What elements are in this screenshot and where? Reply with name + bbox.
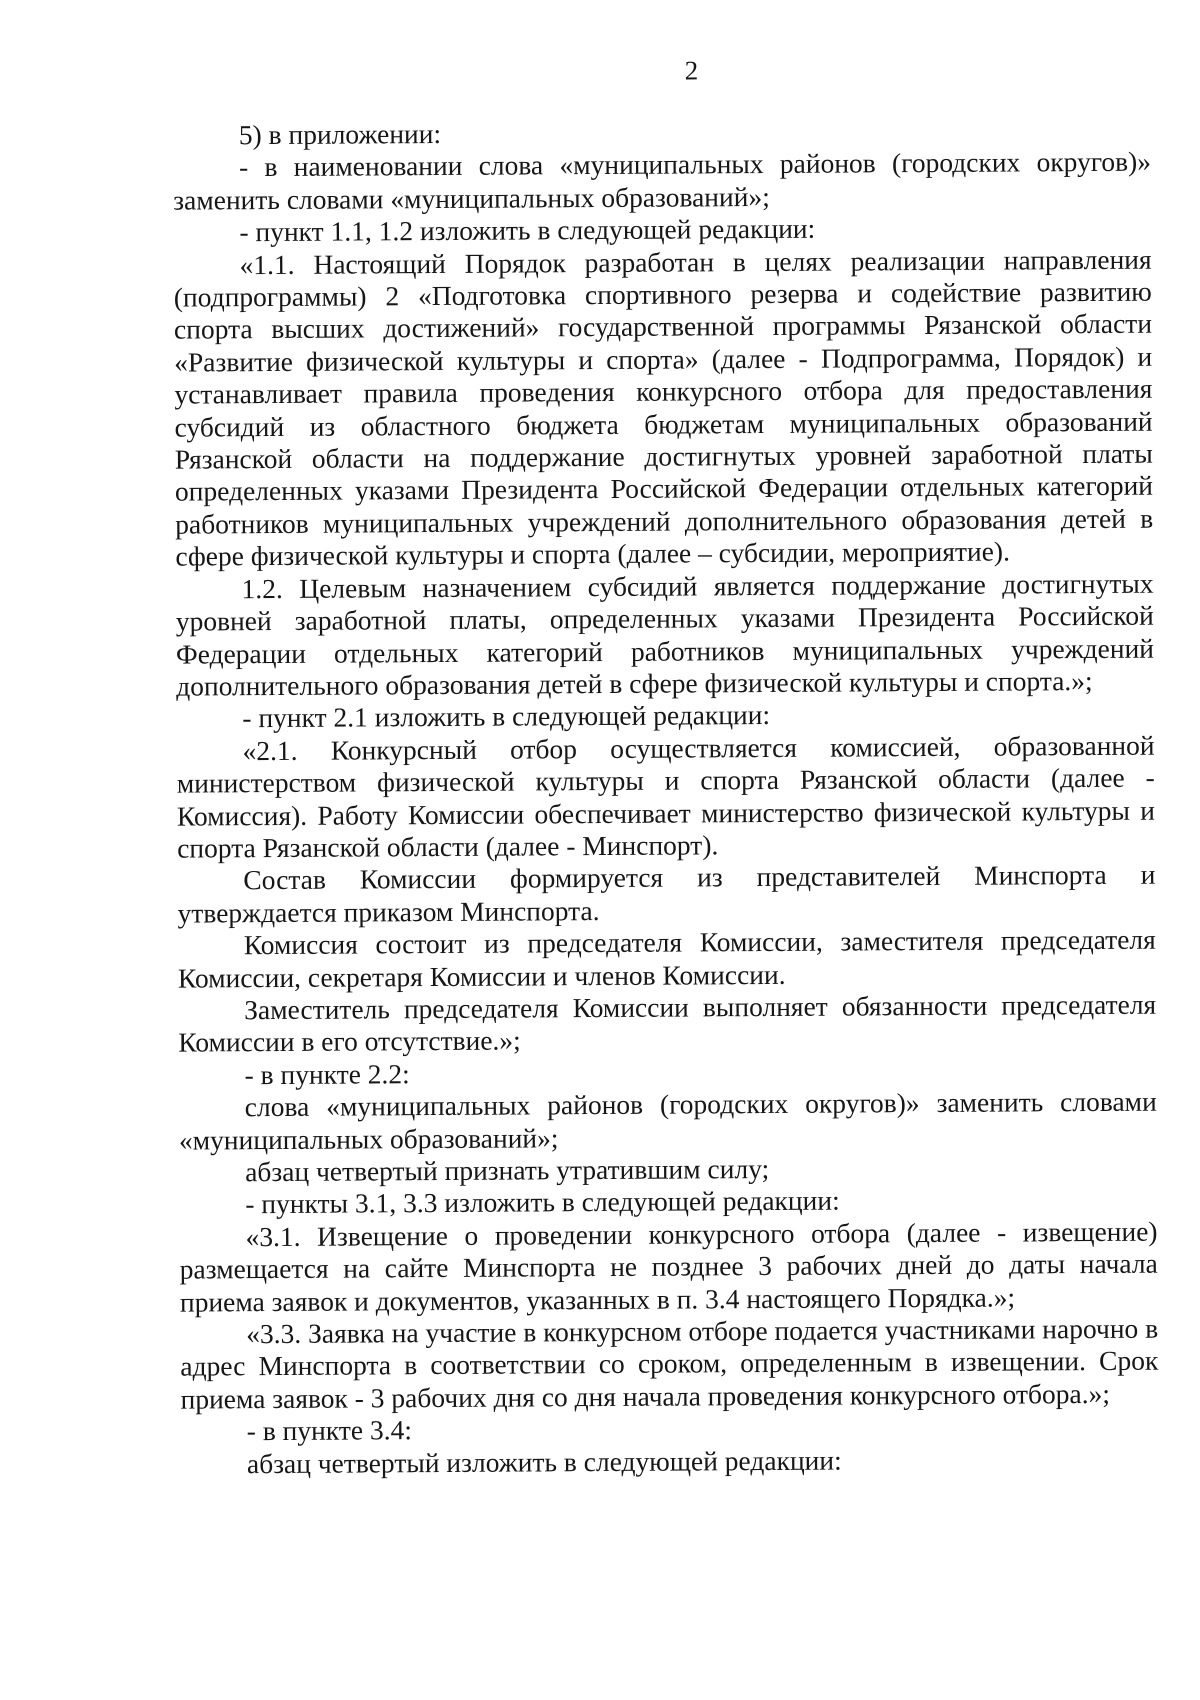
paragraph-point-1-1: «1.1. Настоящий Порядок разработан в целях реализации направления (подпрограммы) 2 «Подготовка спортивного резерва и содействие развитию спорта высших достижений» государственной программы Рязанской области «Развитие физической культуры и спорта» (далее - Подпрограмма, Порядок) и устанавливает правила проведения конкурсного отбора для предоставления субсидий из областного бюджета бюджетам муниципальных образований Рязанской области на поддержание достигнутых уровней заработной платы определенных указами Президента Российской Федерации отдельных категорий работников муниципальных учреждений дополнительного образования детей в сфере физической культуры и спорта (далее – субсидии, мероприятие). — [173, 243, 1154, 572]
paragraph-point-2-2-replacement: слова «муниципальных районов (городских округов)» заменить словами «муниципальных образований»; — [178, 1085, 1157, 1156]
paragraph-item-5: 5) в приложении: — [238, 117, 442, 151]
paragraph-commission-composition: Состав Комиссии формируется из представителей Минспорта и утверждается приказом Минспорта. — [177, 858, 1156, 929]
paragraph-point-2-2-intro: - в пункте 2.2: — [244, 1057, 410, 1090]
paragraph-deputy-chairman: Заместитель председателя Комиссии выполняет обязанности председателя Комиссии в его отсутствие.»; — [178, 988, 1157, 1058]
page-number: 2 — [684, 55, 699, 86]
paragraph-point-3-1: «3.1. Извещение о проведении конкурсного отбора (далее - извещение) размещается на сайте Минспорта не позднее 3 рабочих дней до даты начала приема заявок и документов, указанных в п. 3.4 настоящего Порядка.»; — [179, 1215, 1158, 1318]
paragraph-points-1-1-1-2-intro: - пункт 1.1, 1.2 изложить в следующей редакции: — [239, 212, 816, 248]
paragraph-point-3-4-intro: - в пункте 3.4: — [246, 1414, 413, 1447]
paragraph-point-2-1: «2.1. Конкурсный отбор осуществляется комиссией, образованной министерством физической культуры и спорта Рязанской области (далее - Комиссия). Работу Комиссии обеспечивает министерство физической культуры и спорта Рязанской области (далее - Минспорт). — [176, 729, 1156, 864]
paragraph-point-2-1-intro: - пункт 2.1 изложить в следующей редакции: — [242, 699, 771, 734]
paragraph-commission-members: Комиссия состоит из председателя Комиссии, заместителя председателя Комиссии, секретаря Комиссии и членов Комиссии. — [177, 923, 1156, 994]
paragraph-point-3-3: «3.3. Заявка на участие в конкурсном отборе подается участниками нарочно в адрес Минспорта в соответствии со сроком, определенным в извещении. Срок приема заявок - 3 рабочих дня со дня начала проведения конкурсного отбора.»; — [180, 1312, 1159, 1415]
paragraph-paragraph-four-new: абзац четвертый изложить в следующей редакции: — [246, 1444, 842, 1479]
paragraph-paragraph-four-void: абзац четвертый признать утратившим силу; — [245, 1152, 770, 1188]
paragraph-points-3-1-3-3-intro: - пункты 3.1, 3.3 изложить в следующей редакции: — [245, 1184, 840, 1220]
paragraph-title-replacement: - в наименовании слова «муниципальных районов (городских округов)» заменить словами «муниципальных образований»; — [173, 146, 1152, 216]
paragraph-point-1-2: 1.2. Целевым назначением субсидий является поддержание достигнутых уровней заработной платы, определенных указами Президента Российской Федерации отдельных категорий работников муниципальных учреждений дополнительного образования детей в сфере физической культуры и спорта.»; — [175, 567, 1155, 702]
